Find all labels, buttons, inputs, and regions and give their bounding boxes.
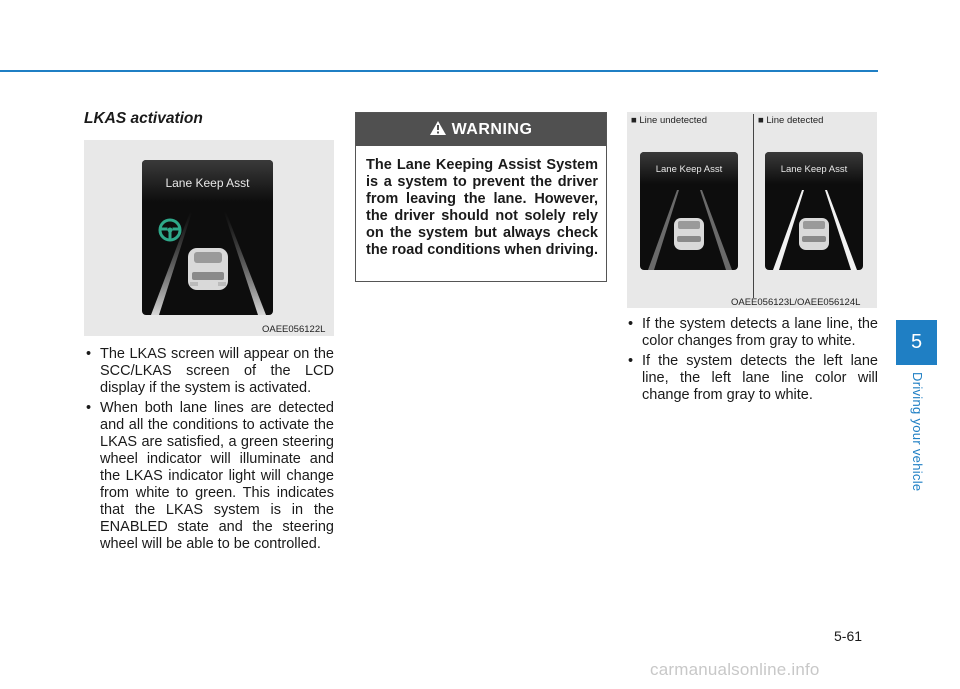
warning-box (355, 112, 607, 282)
line-undetected-header: ■ Line undetected (631, 115, 707, 126)
lkas-screen-figure (84, 140, 334, 336)
divider (753, 114, 754, 298)
section-title: LKAS activation (84, 110, 203, 127)
chapter-title: Driving your vehicle (910, 372, 925, 492)
list-item: • The LKAS screen will appear on the SCC/LKAS screen of the LCD display if the system is activated. (84, 346, 334, 397)
header-rule (0, 70, 878, 72)
lane-detection-figure (627, 112, 877, 308)
left-bullet-list (84, 346, 334, 556)
figure2-caption: OAEE056123L/OAEE056124L (731, 297, 861, 308)
right-bullet-list (626, 316, 878, 407)
lane-illustration-gray (640, 152, 738, 270)
figure1-caption: OAEE056122L (262, 324, 326, 335)
screen-label: Lane Keep Asst (780, 164, 848, 175)
warning-header (356, 113, 606, 146)
watermark: carmanualsonline.info (650, 660, 820, 679)
steering-wheel-icon (158, 218, 182, 242)
page-number: 5-61 (834, 628, 863, 644)
screen-label: Lane Keep Asst (165, 176, 250, 190)
chapter-tab: 5 (896, 320, 937, 365)
car-icon (674, 218, 704, 250)
list-item: • If the system detects a lane line, the color changes from gray to white. (626, 316, 878, 350)
warning-triangle-icon (430, 121, 446, 135)
warning-text: The Lane Keeping Assist System is a system to prevent the driver from leaving the lane. However, the driver should not solely rely on the system but always check the road conditions when driving. (366, 157, 599, 258)
list-item: • When both lane lines are detected and all the conditions to activate the LKAS are satisfied, a green steering wheel indicator will illuminate and the LKAS indicator light will change from white to green. This indicates that the LKAS system is in the ENABLED state and the steering wheel will be able to be controlled. (84, 400, 334, 553)
undetected-display (640, 152, 738, 270)
line-detected-header: ■ Line detected (758, 115, 824, 126)
detected-display (765, 152, 863, 270)
car-icon (188, 248, 228, 290)
warning-heading: WARNING (451, 121, 533, 138)
lane-illustration-white (765, 152, 863, 270)
car-icon (799, 218, 829, 250)
screen-label: Lane Keep Asst (655, 164, 723, 175)
list-item: • If the system detects the left lane line, the left lane line color will change from gray to white. (626, 353, 878, 404)
cluster-display (142, 160, 273, 315)
